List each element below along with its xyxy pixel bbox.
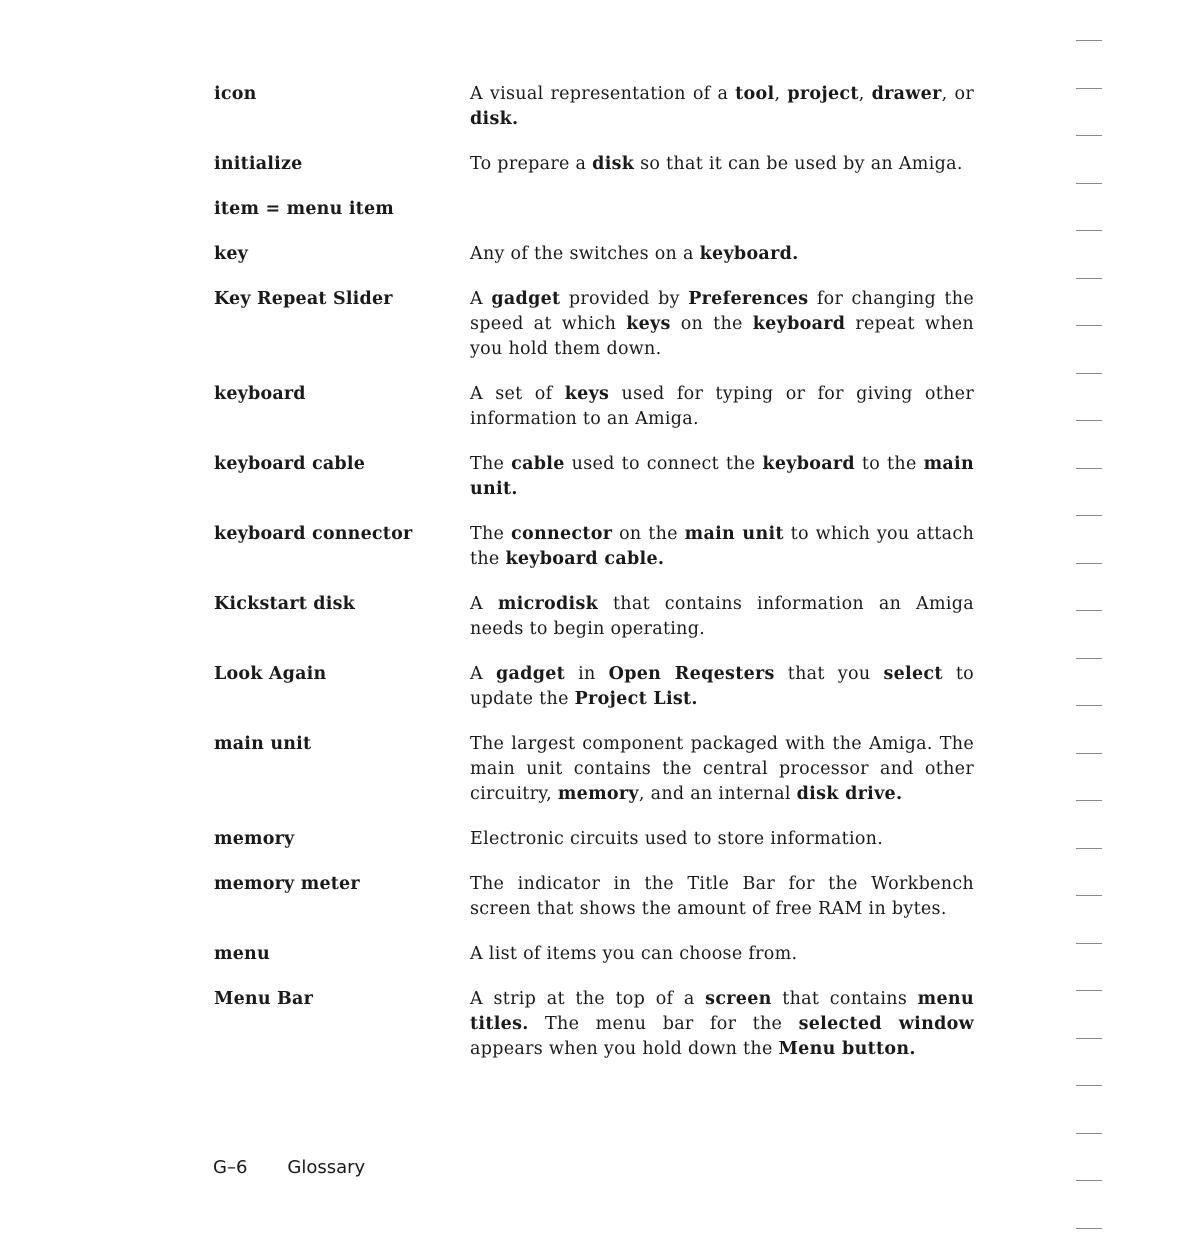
- glossary-definition: [470, 827, 974, 852]
- glossary-term: main unit: [214, 734, 312, 754]
- section-title: Glossary: [287, 1157, 366, 1178]
- glossary-crossref: keyboard: [762, 454, 855, 474]
- definition-text: A strip at the top of a: [470, 989, 706, 1009]
- definition-text: that contains: [771, 989, 918, 1009]
- glossary-term: key: [214, 244, 249, 264]
- edge-mark: [1076, 563, 1102, 564]
- definition-text: on the: [670, 314, 753, 334]
- glossary-crossref: keyboard.: [699, 244, 799, 264]
- edge-mark: [1076, 943, 1102, 944]
- definition-text: provided by: [560, 289, 689, 309]
- glossary-definition: [470, 942, 974, 967]
- edge-mark: [1076, 753, 1102, 754]
- glossary-definition: [470, 82, 974, 132]
- glossary-term: memory: [214, 829, 295, 849]
- glossary-entry: [214, 152, 974, 177]
- glossary-entry: [214, 662, 974, 712]
- definition-text: The largest component packaged with the Amiga. The main unit contains the central processor and other circuitry,: [470, 734, 974, 804]
- glossary-term: keyboard connector: [214, 524, 413, 544]
- glossary-entries: [214, 82, 974, 1062]
- edge-mark: [1076, 373, 1102, 374]
- definition-text: The indicator in the Title Bar for the Workbench screen that shows the amount of free RAM in bytes.: [470, 874, 974, 919]
- definition-text: A: [470, 289, 492, 309]
- definition-text: for changing the speed at which: [470, 289, 974, 334]
- glossary-crossref: Preferences: [688, 289, 809, 309]
- page-number: G–6: [213, 1157, 248, 1178]
- edge-mark: [1076, 705, 1102, 706]
- glossary-term: menu: [214, 944, 270, 964]
- glossary-crossref: select: [883, 664, 943, 684]
- glossary-definition: [470, 152, 974, 177]
- glossary-term: icon: [214, 84, 257, 104]
- glossary-crossref: memory: [557, 784, 639, 804]
- page-edge-marks: [1076, 0, 1104, 1258]
- edge-mark: [1076, 183, 1102, 184]
- glossary-entry: [214, 987, 974, 1062]
- glossary-definition: [470, 662, 974, 712]
- edge-mark: [1076, 610, 1102, 611]
- definition-text: A visual representation of a: [470, 84, 736, 104]
- edge-mark: [1076, 800, 1102, 801]
- edge-mark: [1076, 325, 1102, 326]
- glossary-crossref: drawer: [871, 84, 942, 104]
- glossary-entry: [214, 942, 974, 967]
- definition-text: The: [470, 454, 512, 474]
- definition-text: , and an internal: [638, 784, 797, 804]
- edge-mark: [1076, 88, 1102, 89]
- definition-text: to update the: [470, 664, 974, 709]
- glossary-crossref: cable: [511, 454, 565, 474]
- edge-mark: [1076, 895, 1102, 896]
- definition-text: used to connect the: [564, 454, 763, 474]
- page-footer: [213, 1157, 365, 1178]
- glossary-crossref: gadget: [496, 664, 566, 684]
- glossary-definition: [470, 452, 974, 502]
- edge-mark: [1076, 1133, 1102, 1134]
- definition-text: ,: [858, 84, 872, 104]
- definition-text: A: [470, 594, 498, 614]
- glossary-definition: [470, 382, 974, 432]
- glossary-crossref: tool: [735, 84, 775, 104]
- edge-mark: [1076, 848, 1102, 849]
- glossary-term: initialize: [214, 154, 303, 174]
- glossary-crossref: project: [787, 84, 859, 104]
- edge-mark: [1076, 40, 1102, 41]
- glossary-crossref: Menu button.: [778, 1039, 916, 1059]
- glossary-term: Menu Bar: [214, 989, 313, 1009]
- glossary-entry: [214, 732, 974, 807]
- glossary-definition: [470, 522, 974, 572]
- definition-text: that contains information an Amiga needs to begin operating.: [470, 594, 974, 639]
- glossary-definition: [470, 287, 974, 362]
- definition-text: A set of: [470, 384, 565, 404]
- edge-mark: [1076, 990, 1102, 991]
- glossary-crossref: Open Reqesters: [608, 664, 775, 684]
- definition-text: in: [565, 664, 609, 684]
- glossary-crossref: keyboard cable.: [505, 549, 665, 569]
- definition-text: The menu bar for the: [528, 1014, 799, 1034]
- definition-text: Any of the switches on a: [470, 244, 700, 264]
- definition-text: repeat when you hold them down.: [470, 314, 974, 359]
- edge-mark: [1076, 1085, 1102, 1086]
- glossary-term: keyboard: [214, 384, 306, 404]
- definition-text: Electronic circuits used to store information.: [470, 829, 884, 849]
- glossary-entry: [214, 872, 974, 922]
- definition-text: used for typing or for giving other information to an Amiga.: [470, 384, 974, 429]
- definition-text: so that it can be used by an Amiga.: [634, 154, 963, 174]
- glossary-term: Key Repeat Slider: [214, 289, 393, 309]
- glossary-entry: [214, 452, 974, 502]
- glossary-crossref: screen: [705, 989, 772, 1009]
- glossary-entry: [214, 242, 974, 267]
- glossary-definition: [470, 987, 974, 1062]
- glossary-term: Look Again: [214, 664, 327, 684]
- glossary-crossref: keyboard: [752, 314, 846, 334]
- glossary-entry: [214, 382, 974, 432]
- glossary-entry: [214, 287, 974, 362]
- glossary-term: keyboard cable: [214, 454, 366, 474]
- glossary-crossref: Project List.: [574, 689, 698, 709]
- definition-text: that you: [774, 664, 884, 684]
- glossary-entry: [214, 522, 974, 572]
- glossary-crossref: main unit.: [470, 454, 974, 499]
- glossary-term: memory meter: [214, 874, 360, 894]
- definition-text: To prepare a: [470, 154, 593, 174]
- edge-mark: [1076, 1228, 1102, 1229]
- edge-mark: [1076, 1180, 1102, 1181]
- edge-mark: [1076, 515, 1102, 516]
- edge-mark: [1076, 230, 1102, 231]
- edge-mark: [1076, 468, 1102, 469]
- definition-text: A list of items you can choose from.: [470, 944, 798, 964]
- glossary-crossref: disk: [592, 154, 635, 174]
- definition-text: to the: [854, 454, 924, 474]
- glossary-definition: [470, 592, 974, 642]
- glossary-crossref: main unit: [684, 524, 784, 544]
- glossary-crossref: keys: [564, 384, 610, 404]
- glossary-term: item = menu item: [214, 199, 395, 219]
- edge-mark: [1076, 278, 1102, 279]
- glossary-crossref: disk.: [470, 109, 519, 129]
- glossary-definition: [470, 872, 974, 922]
- glossary-entry: [214, 197, 974, 222]
- definition-text: , or: [941, 84, 974, 104]
- definition-text: A: [470, 664, 496, 684]
- glossary-crossref: connector: [511, 524, 613, 544]
- definition-text: on the: [612, 524, 685, 544]
- glossary-crossref: disk drive.: [796, 784, 903, 804]
- definition-text: to which you attach the: [470, 524, 975, 569]
- glossary-definition: [470, 732, 974, 807]
- edge-mark: [1076, 135, 1102, 136]
- glossary-crossref: menu titles.: [470, 989, 974, 1034]
- glossary-entry: [214, 827, 974, 852]
- glossary-crossref: keys: [626, 314, 671, 334]
- glossary-definition: [470, 242, 974, 267]
- glossary-entry: [214, 592, 974, 642]
- edge-mark: [1076, 1038, 1102, 1039]
- glossary-crossref: gadget: [491, 289, 561, 309]
- glossary-crossref: microdisk: [497, 594, 599, 614]
- definition-text: appears when you hold down the: [470, 1039, 779, 1059]
- definition-text: ,: [774, 84, 788, 104]
- glossary-term: Kickstart disk: [214, 594, 355, 614]
- edge-mark: [1076, 420, 1102, 421]
- edge-mark: [1076, 658, 1102, 659]
- glossary-entry: [214, 82, 974, 132]
- definition-text: The: [470, 524, 512, 544]
- glossary-crossref: selected window: [798, 1014, 974, 1034]
